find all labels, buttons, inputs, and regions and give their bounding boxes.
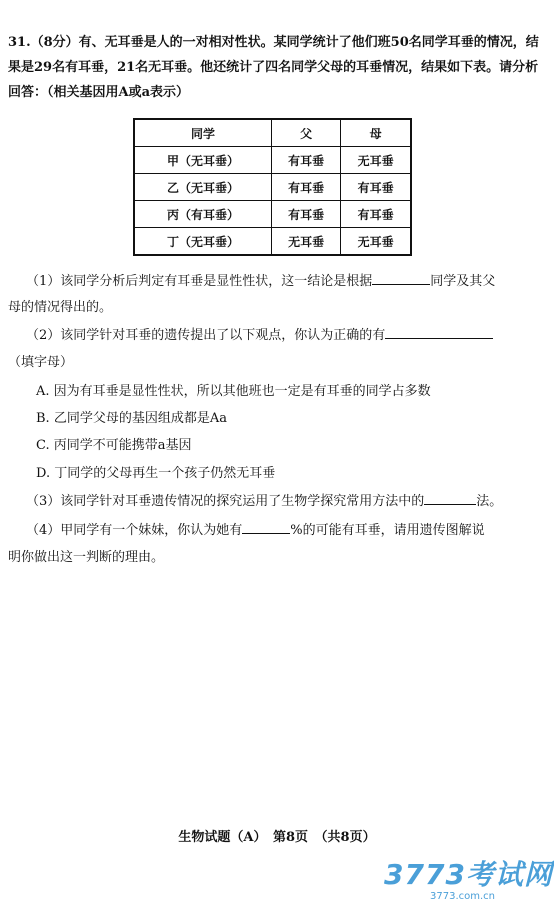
q3-text-b: 法。 bbox=[476, 494, 503, 509]
q1-line1 bbox=[26, 270, 495, 289]
table-cell: 有耳垂 bbox=[341, 174, 411, 201]
q2-line1 bbox=[26, 324, 493, 343]
q4-text-c: 明你做出这一判断的理由。 bbox=[8, 550, 165, 565]
q4-text-b: %的可能有耳垂，请用遗传图解说 bbox=[290, 523, 485, 538]
q4-answer-blank[interactable] bbox=[242, 520, 290, 534]
parent-earlobe-table bbox=[133, 118, 412, 256]
q1-text-b: 同学及其父 bbox=[430, 274, 496, 289]
q3-line bbox=[26, 490, 502, 509]
table-row bbox=[134, 147, 411, 174]
table-header-student: 同学 bbox=[134, 119, 272, 147]
table-cell: 无耳垂 bbox=[341, 228, 411, 256]
q1-text-a: （1）该同学分析后判定有耳垂是显性性状，这一结论是根据 bbox=[26, 274, 373, 289]
question-intro: 31.（8分）有、无耳垂是人的一对相对性状。某同学统计了他们班50名同学耳垂的情况，结果是29名有耳垂，21名无耳垂。他还统计了四名同学父母的耳垂情况，结果如下表。请分析回答：（相关基因用A或a表示） bbox=[8, 35, 539, 100]
table-cell: 有耳垂 bbox=[341, 201, 411, 228]
q4-line1 bbox=[26, 519, 485, 538]
table-cell: 乙（无耳垂） bbox=[134, 174, 272, 201]
q2-option-d: D. 丁同学的父母再生一个孩子仍然无耳垂 bbox=[36, 466, 276, 481]
watermark-url: 3773.com.cn bbox=[430, 891, 495, 902]
table-header-row bbox=[134, 119, 411, 147]
table-cell: 有耳垂 bbox=[272, 174, 341, 201]
q2-answer-blank[interactable] bbox=[385, 325, 493, 339]
q1-answer-blank[interactable] bbox=[372, 271, 430, 285]
q2-text-a: （2）该同学针对耳垂的遗传提出了以下观点，你认为正确的有 bbox=[26, 328, 386, 343]
table-header-mother: 母 bbox=[341, 119, 411, 147]
table-cell: 无耳垂 bbox=[341, 147, 411, 174]
table-cell: 有耳垂 bbox=[272, 147, 341, 174]
table-cell: 丙（有耳垂） bbox=[134, 201, 272, 228]
watermark-logo: 3773考试网 bbox=[384, 858, 553, 891]
table-row bbox=[134, 201, 411, 228]
q2-option-c: C. 丙同学不可能携带a基因 bbox=[36, 438, 192, 453]
table-header-father: 父 bbox=[272, 119, 341, 147]
q3-text-a: （3）该同学针对耳垂遗传情况的探究运用了生物学探究常用方法中的 bbox=[26, 494, 425, 509]
q4-text-a: （4）甲同学有一个妹妹，你认为她有 bbox=[26, 523, 243, 538]
page-footer: 生物试题（A） 第8页 （共8页） bbox=[178, 830, 376, 845]
q2-text-b: （填字母） bbox=[8, 355, 74, 370]
table-cell: 无耳垂 bbox=[272, 228, 341, 256]
table-row bbox=[134, 228, 411, 256]
q3-answer-blank[interactable] bbox=[424, 491, 476, 505]
q2-option-a: A. 因为有耳垂是显性性状，所以其他班也一定是有耳垂的同学占多数 bbox=[36, 384, 431, 399]
q1-text-c: 母的情况得出的。 bbox=[8, 300, 113, 315]
table-cell: 丁（无耳垂） bbox=[134, 228, 272, 256]
table-cell: 有耳垂 bbox=[272, 201, 341, 228]
table-row bbox=[134, 174, 411, 201]
table-cell: 甲（无耳垂） bbox=[134, 147, 272, 174]
q2-option-b: B. 乙同学父母的基因组成都是Aa bbox=[36, 411, 227, 426]
